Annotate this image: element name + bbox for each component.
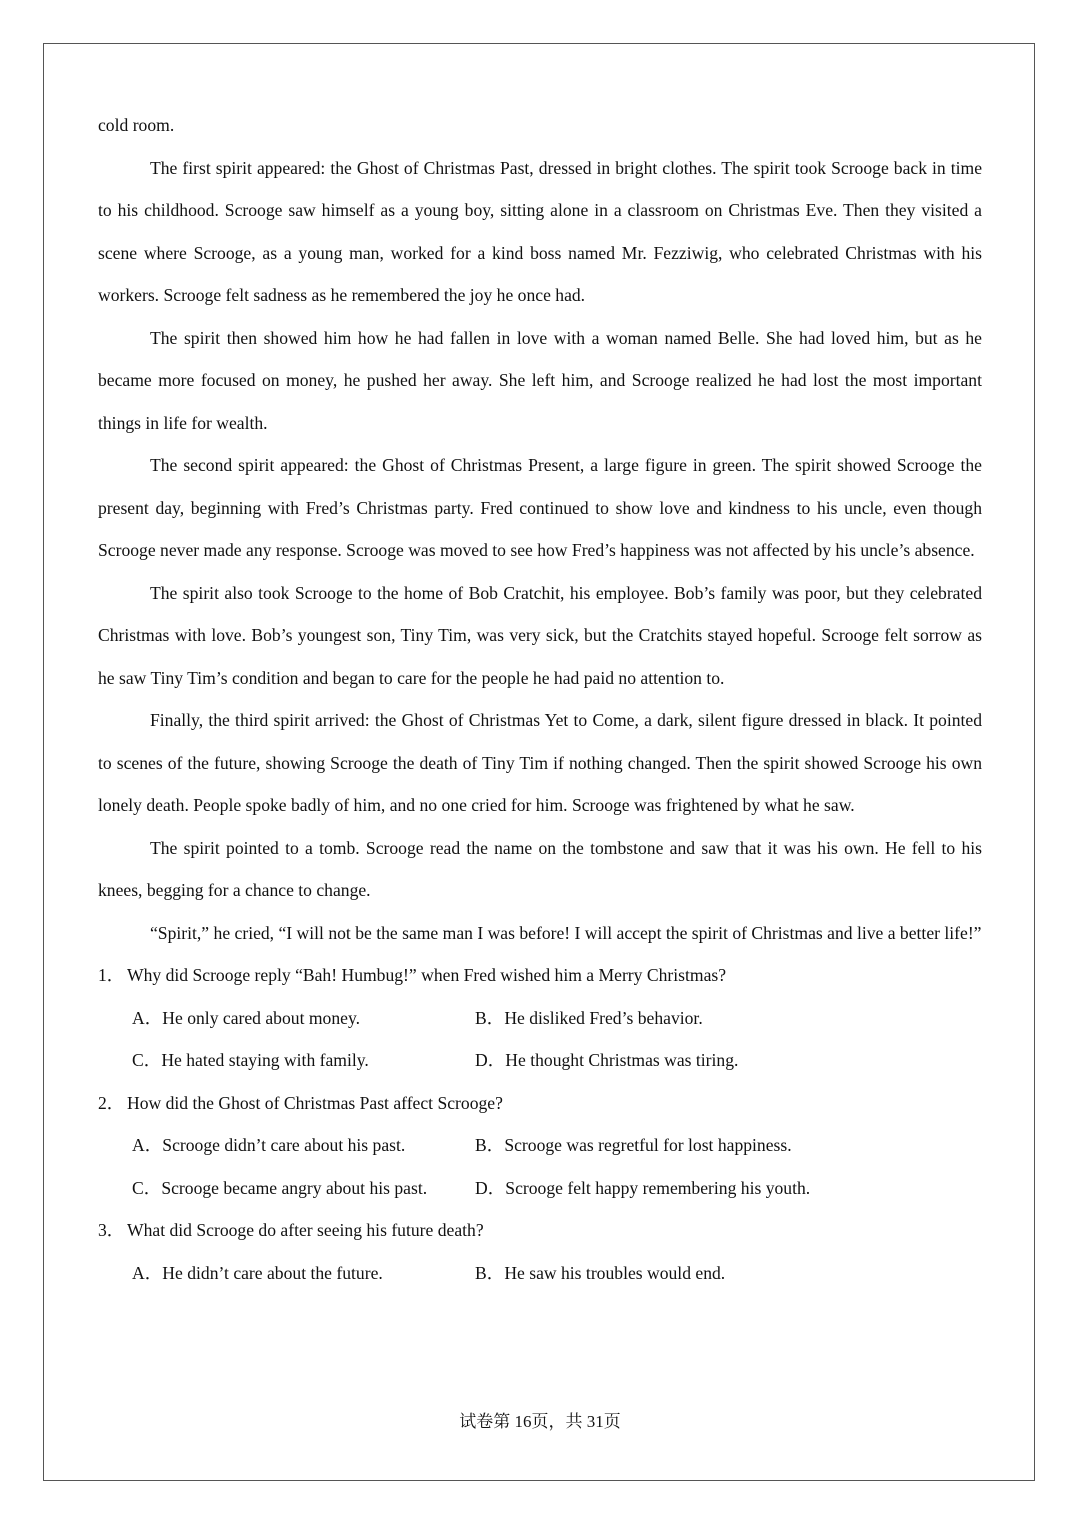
paragraph: The first spirit appeared: the Ghost of Christmas Past, dressed in bright clothes. The spirit took Scrooge back in time to his childhood. Scrooge saw himself as a young boy, sitting alone in a classroom on Christmas Eve. Then they visited a scene where Scrooge, as a young man, worked for a kind boss named Mr. Fezziwig, who celebrated Christmas with his workers. Scrooge felt sadness as he remembered the joy he once had. [98,157,982,305]
options-row [132,997,982,1040]
option-c[interactable]: C．He hated staying with family. [132,1050,369,1070]
question-text: Why did Scrooge reply “Bah! Humbug!” when Fred wished him a Merry Christmas? [127,965,727,985]
options-row [132,1252,982,1295]
paragraph: Finally, the third spirit arrived: the Ghost of Christmas Yet to Come, a dark, silent figure dressed in black. It pointed to scenes of the future, showing Scrooge the death of Tiny Tim if nothing changed. Then the spirit showed Scrooge his own lonely death. People spoke badly of him, and no one cried for him. Scrooge was frightened by what he saw. [98,710,982,815]
option-a[interactable]: A．Scrooge didn’t care about his past. [132,1135,406,1155]
paragraph: The spirit also took Scrooge to the home of Bob Cratchit, his employee. Bob’s family was poor, but they celebrated Christmas with love. Bob’s youngest son, Tiny Tim, was very sick, but the Cratchits stayed hopeful. Scrooge felt sorrow as he saw Tiny Tim’s condition and began to care for the people he had paid no attention to. [98,582,982,688]
option-c[interactable]: C．Scrooge became angry about his past. [132,1177,428,1198]
option-d[interactable]: D．He thought Christmas was tiring. [475,1050,739,1070]
question-number: 3． [98,1220,125,1240]
question-1 [98,954,982,997]
option-d[interactable]: D．Scrooge felt happy remembering his youth. [475,1177,811,1198]
question-text: What did Scrooge do after seeing his future death? [127,1220,484,1240]
question-number: 1． [98,965,125,985]
paragraph: cold room. [98,115,175,135]
paragraph: The spirit then showed him how he had fallen in love with a woman named Belle. She had loved him, but as he became more focused on money, he pushed her away. She left him, and Scrooge realized he had lost the most important things in life for wealth. [98,327,982,433]
option-a[interactable]: A．He didn’t care about the future. [132,1262,383,1283]
paragraph: “Spirit,” he cried, “I will not be the same man I was before! I will accept the spirit of Christmas and live a better life!” [150,922,982,943]
question-3 [98,1209,982,1252]
option-b[interactable]: B．He disliked Fred’s behavior. [475,1007,703,1028]
options-row [132,1039,982,1082]
page-footer: 试卷第 16页，共 31页 [459,1412,621,1431]
option-a[interactable]: A．He only cared about money. [132,1007,360,1028]
question-number: 2． [98,1092,125,1113]
document-body [98,104,982,1294]
paragraph: The spirit pointed to a tomb. Scrooge read the name on the tombstone and saw that it was his own. He fell to his knees, begging for a chance to change. [98,837,982,900]
options-row [132,1124,982,1167]
paragraph: The second spirit appeared: the Ghost of Christmas Present, a large figure in green. The spirit showed Scrooge the present day, beginning with Fred’s Christmas party. Fred continued to show love and kindness to his uncle, even though Scrooge never made any response. Scrooge was moved to see how Fred’s happiness was not affected by his uncle’s absence. [98,455,982,560]
question-2 [98,1082,982,1125]
option-b[interactable]: B．Scrooge was regretful for lost happiness. [475,1135,792,1155]
options-row [132,1167,982,1210]
option-b[interactable]: B．He saw his troubles would end. [475,1262,726,1283]
question-text: How did the Ghost of Christmas Past affect Scrooge? [127,1092,503,1113]
